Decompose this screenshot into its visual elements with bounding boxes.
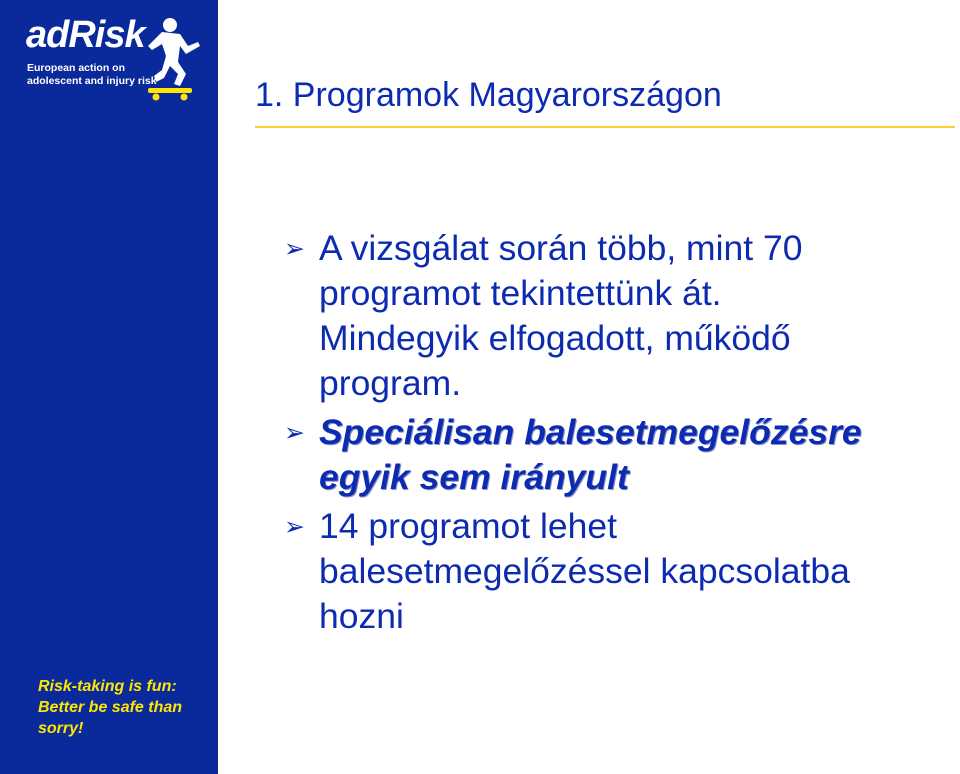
bullet-line: programot tekintettünk át. [319,273,722,313]
bullet-item [284,226,960,406]
bullet-line: program. [319,363,462,403]
slogan-line: Risk-taking is fun: [38,678,177,695]
bullet-line: A vizsgálat során több, mint 70 [319,228,803,268]
sidebar [0,0,218,774]
slogan-line: Better be safe than [38,699,183,716]
slide-title: 1. Programok Magyarországon [255,76,722,114]
title-divider [255,126,955,128]
logo-subtitle-line: adolescent and injury risk [27,75,157,87]
bullet-list [284,226,960,643]
bullet-line: 14 programot lehet [319,506,617,546]
bullet-item [284,504,960,639]
bullet-item [284,410,960,500]
arrow-right-icon: ➢ [284,418,305,447]
logo-subtitle-line: European action on [27,62,126,74]
arrow-right-icon: ➢ [284,512,305,541]
slogan [38,676,208,739]
slogan-line: sorry! [38,720,84,737]
logo-wordmark: adRisk [26,14,145,56]
bullet-line-emphasized: egyik sem irányult [319,457,629,497]
adrisk-logo [22,14,212,104]
bullet-line: balesetmegelőzéssel kapcsolatba [319,551,850,591]
arrow-right-icon: ➢ [284,234,305,263]
logo-subtitle [27,62,177,88]
bullet-line: hozni [319,596,404,636]
skateboarder-icon [140,16,202,102]
bullet-line: Mindegyik elfogadott, működő [319,318,791,358]
bullet-line-emphasized: Speciálisan balesetmegelőzésre [319,412,862,452]
